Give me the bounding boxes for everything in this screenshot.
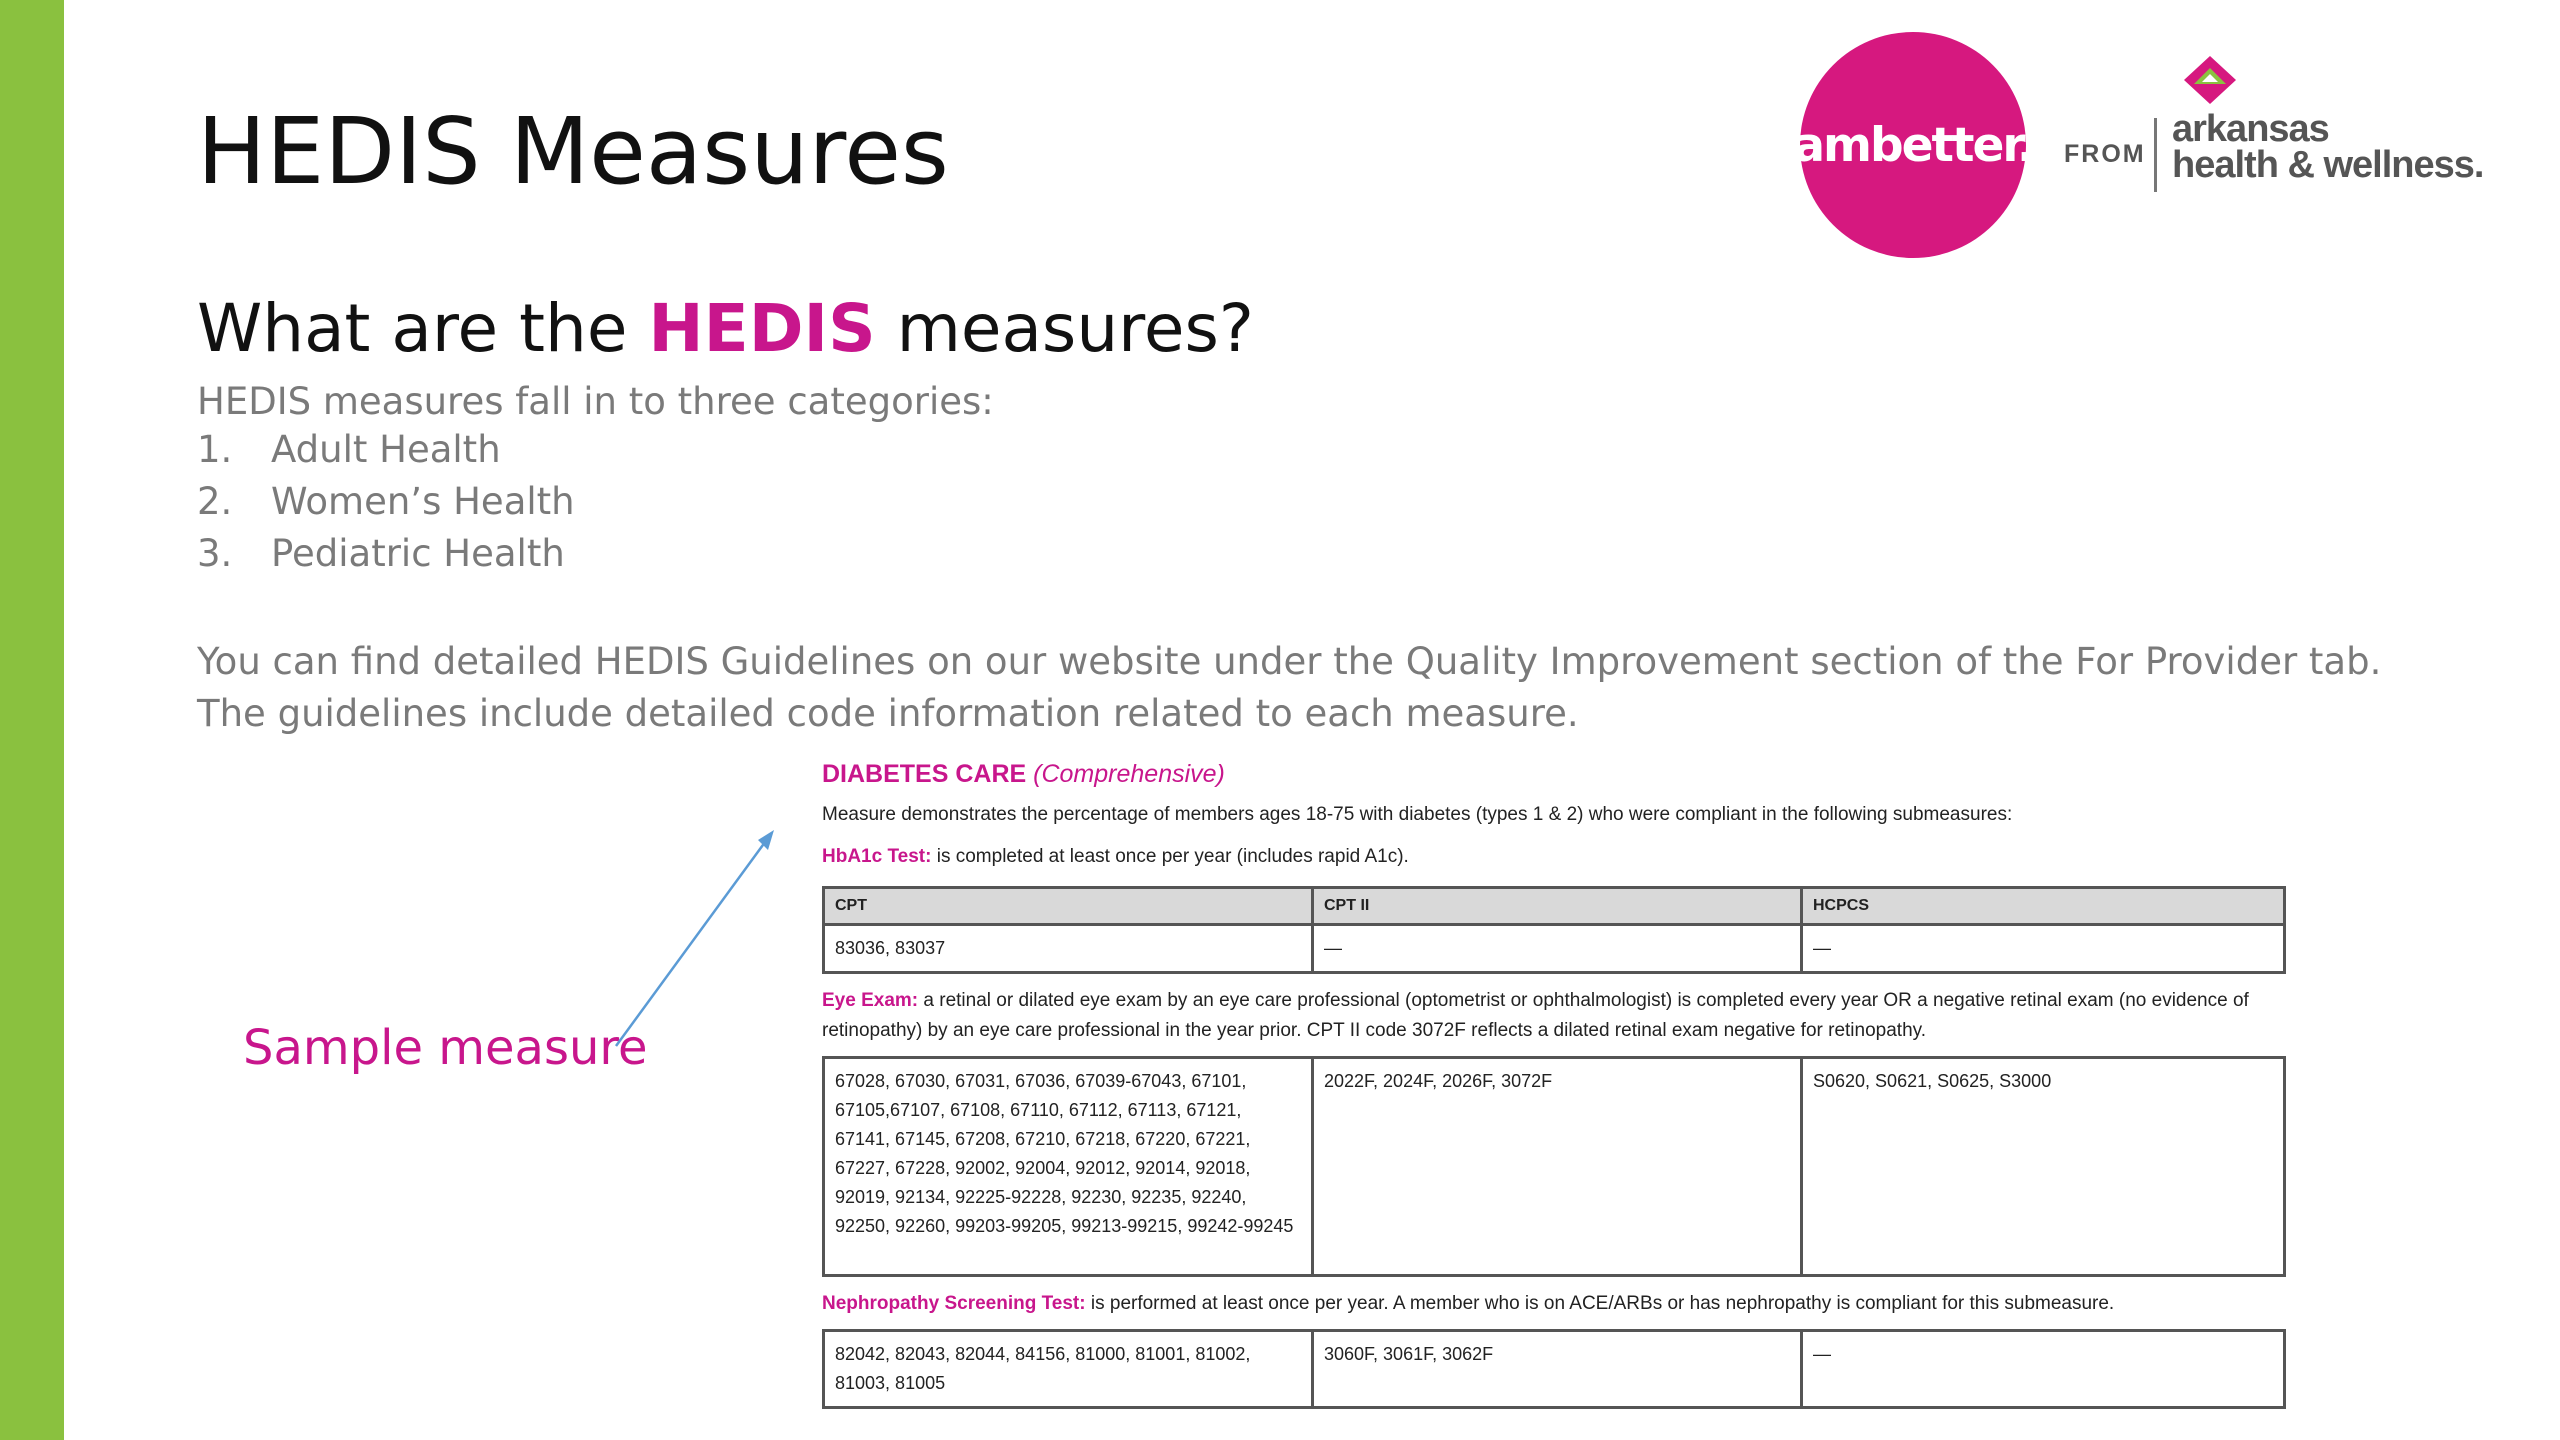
list-label: Adult Health [271, 428, 501, 471]
eye-exam-label: Eye Exam: [822, 990, 919, 1011]
category-list [197, 428, 575, 584]
ambetter-brand-text: ambetter. [1793, 117, 2033, 173]
header-cpt-ii: CPT II [1313, 888, 1802, 925]
eye-exam-code-table [822, 1056, 2286, 1277]
hba1c-text: is completed at least once per year (includes rapid A1c). [931, 846, 1409, 867]
list-number: 3. [197, 532, 233, 575]
table-row [824, 1331, 2285, 1408]
table-cell: 3060F, 3061F, 3062F [1313, 1331, 1802, 1408]
list-label: Women’s Health [271, 480, 575, 523]
table-header-row [824, 888, 2285, 925]
list-item [197, 428, 575, 480]
ambetter-brand-circle [1793, 32, 2033, 258]
pointer-arrow-icon [600, 820, 800, 1060]
list-number: 1. [197, 428, 233, 471]
intro-text: HEDIS measures fall in to three categories: [197, 380, 994, 423]
nephropathy-code-table [822, 1329, 2286, 1409]
section-heading [197, 290, 1254, 367]
table-cell: — [1313, 925, 1802, 973]
hba1c-code-table [822, 886, 2286, 974]
table-cell: — [1802, 1331, 2285, 1408]
eye-exam-description [822, 986, 2292, 1046]
logo-name-line1: arkansas [2172, 108, 2329, 150]
list-label: Pediatric Health [271, 532, 565, 575]
accent-bar [0, 0, 64, 1440]
table-cell: 2022F, 2024F, 2026F, 3072F [1313, 1058, 1802, 1276]
heading-suffix: measures? [896, 290, 1254, 367]
hba1c-description [822, 846, 2292, 886]
table-row [824, 1058, 2285, 1276]
sample-measure-document [822, 760, 2292, 1421]
mountain-diamond-icon [2180, 54, 2240, 106]
list-item [197, 532, 575, 584]
logo-name-line2: health & wellness. [2172, 144, 2484, 186]
logo-divider [2154, 118, 2157, 192]
header-cpt: CPT [824, 888, 1313, 925]
measure-title-main: DIABETES CARE [822, 760, 1027, 788]
slide-title: HEDIS Measures [197, 98, 949, 205]
ambetter-logo [1793, 32, 2500, 262]
sample-measure-label: Sample measure [243, 1020, 648, 1076]
header-hcpcs: HCPCS [1802, 888, 2285, 925]
table-cell: S0620, S0621, S0625, S3000 [1802, 1058, 2285, 1276]
list-item [197, 480, 575, 532]
heading-prefix: What are the [197, 290, 628, 367]
nephropathy-label: Nephropathy Screening Test: [822, 1293, 1086, 1314]
table-row [824, 925, 2285, 973]
measure-title [822, 760, 2292, 804]
measure-description: Measure demonstrates the percentage of members ages 18-75 with diabetes (types 1 & 2) who were compliant in the following submeasures: [822, 804, 2013, 825]
table-cell: 67028, 67030, 67031, 67036, 67039-67043, 67101, 67105,67107, 67108, 67110, 67112, 67113, 67121, 67141, 67145, 67208, 67210, 67218, 67220, 67221, 67227, 67228, 92002, 92004, 92012, 92014, 92018, 92019, 92134, 92225-92228, 92230, 92235, 92240, 92250, 92260, 99203-99205, 99213-99215, 99242-99245 [824, 1058, 1313, 1276]
eye-exam-text: a retinal or dilated eye exam by an eye care professional (optometrist or ophthalmologist) is completed every year OR a negative retinal exam (no evidence of retinopathy) by an eye care professional in the year prior. CPT II code 3072F reflects a dilated retinal exam negative for retinopathy. [822, 990, 2249, 1041]
nephropathy-description [822, 1289, 2292, 1319]
table-cell: — [1802, 925, 2285, 973]
table-cell: 82042, 82043, 82044, 84156, 81000, 81001, 81002, 81003, 81005 [824, 1331, 1313, 1408]
logo-from-text: FROM [2064, 140, 2146, 168]
measure-title-sub: (Comprehensive) [1033, 760, 1225, 788]
nephropathy-text: is performed at least once per year. A member who is on ACE/ARBs or has nephropathy is compliant for this submeasure. [1085, 1293, 2115, 1314]
heading-highlight: HEDIS [648, 290, 876, 367]
table-cell: 83036, 83037 [824, 925, 1313, 973]
list-number: 2. [197, 480, 233, 523]
guidelines-paragraph: You can find detailed HEDIS Guidelines on our website under the Quality Improvement section of the For Provider tab. The guidelines include detailed code information related to each measure. [197, 640, 2382, 735]
hba1c-label: HbA1c Test: [822, 846, 932, 867]
